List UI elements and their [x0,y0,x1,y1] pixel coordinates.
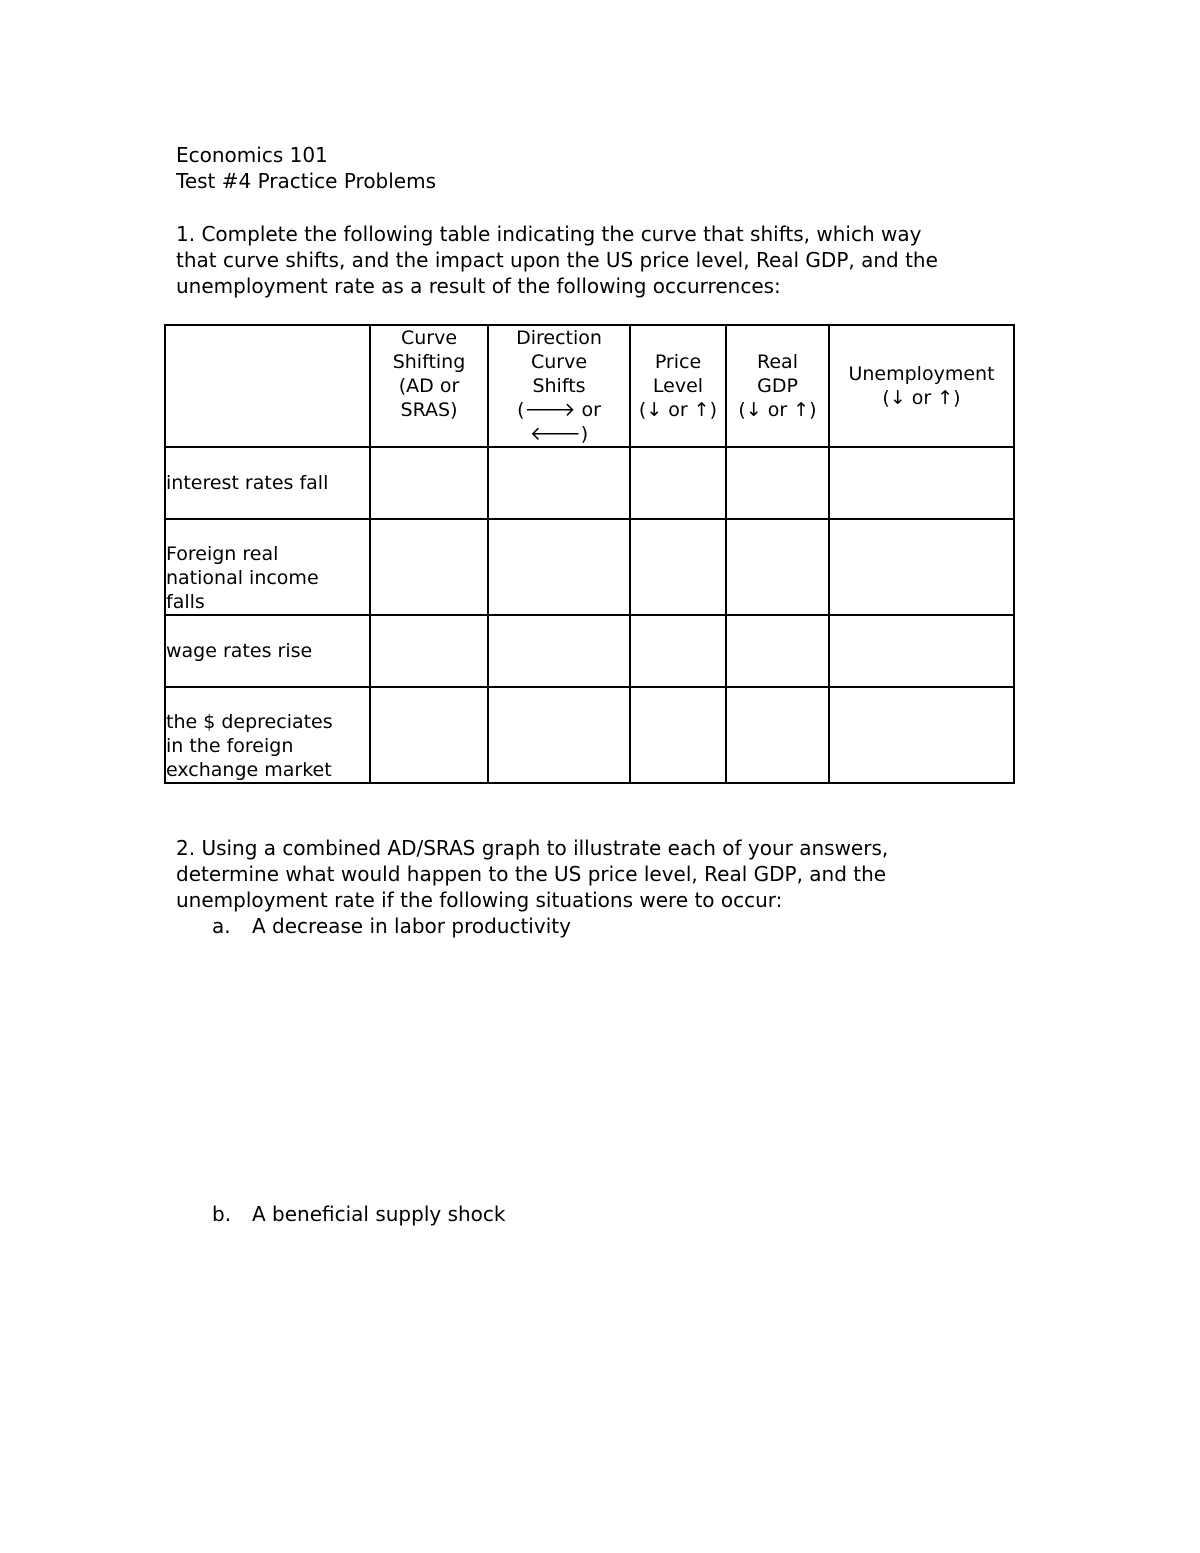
row-label-dollar-depreciates: the $ depreciates in the foreign exchange market [165,687,370,783]
empty-corner-cell [165,325,370,447]
item-marker: b. [212,1202,232,1226]
row-label-wage-rates: wage rates rise [165,615,370,687]
row-label-interest-rates: interest rates fall [165,447,370,519]
answer-cell[interactable] [488,447,630,519]
item-text: A beneficial supply shock [252,1202,506,1226]
prompt-line: unemployment rate if the following situations were to occur: [176,888,783,912]
answer-cell[interactable] [829,615,1014,687]
answer-cell[interactable] [370,687,488,783]
header-price-level: Price Level (↓ or ↑) [630,325,726,447]
prompt-line: determine what would happen to the US price level, Real GDP, and the [176,862,887,886]
table-row [165,519,1014,615]
row-label-foreign-income: Foreign real national income falls [165,519,370,615]
answer-cell[interactable] [829,687,1014,783]
answer-table [164,324,1015,784]
list-item [212,913,571,939]
answer-cell[interactable] [488,615,630,687]
answer-cell[interactable] [630,615,726,687]
prompt-line: 1. Complete the following table indicating the curve that shifts, which way [176,222,922,246]
table-row [165,447,1014,519]
header-real-gdp: Real GDP (↓ or ↑) [726,325,829,447]
answer-cell[interactable] [370,447,488,519]
answer-cell[interactable] [630,519,726,615]
answer-cell[interactable] [630,447,726,519]
answer-cell[interactable] [488,687,630,783]
prompt-line: 2. Using a combined AD/SRAS graph to illustrate each of your answers, [176,836,889,860]
question-1-prompt [176,221,1026,299]
table-row [165,687,1014,783]
answer-cell[interactable] [829,519,1014,615]
document-title: Test #4 Practice Problems [176,169,437,193]
table-row [165,615,1014,687]
answer-cell[interactable] [829,447,1014,519]
prompt-line: unemployment rate as a result of the following occurrences: [176,274,781,298]
answer-cell[interactable] [726,687,829,783]
answer-cell[interactable] [726,519,829,615]
question-2-prompt [176,835,1026,913]
answer-cell[interactable] [726,447,829,519]
header-unemployment: Unemployment (↓ or ↑) [829,325,1014,447]
table-header-row [165,325,1014,447]
list-item [212,1201,506,1227]
answer-cell[interactable] [370,615,488,687]
item-marker: a. [212,914,231,938]
answer-cell[interactable] [488,519,630,615]
course-title: Economics 101 [176,143,328,167]
answer-cell[interactable] [726,615,829,687]
header-curve-shifting: Curve Shifting (AD or SRAS) [370,325,488,447]
header-direction: Direction Curve Shifts (🡒 or 🡐) [488,325,630,447]
item-text: A decrease in labor productivity [252,914,571,938]
answer-cell[interactable] [630,687,726,783]
answer-cell[interactable] [370,519,488,615]
prompt-line: that curve shifts, and the impact upon the US price level, Real GDP, and the [176,248,938,272]
